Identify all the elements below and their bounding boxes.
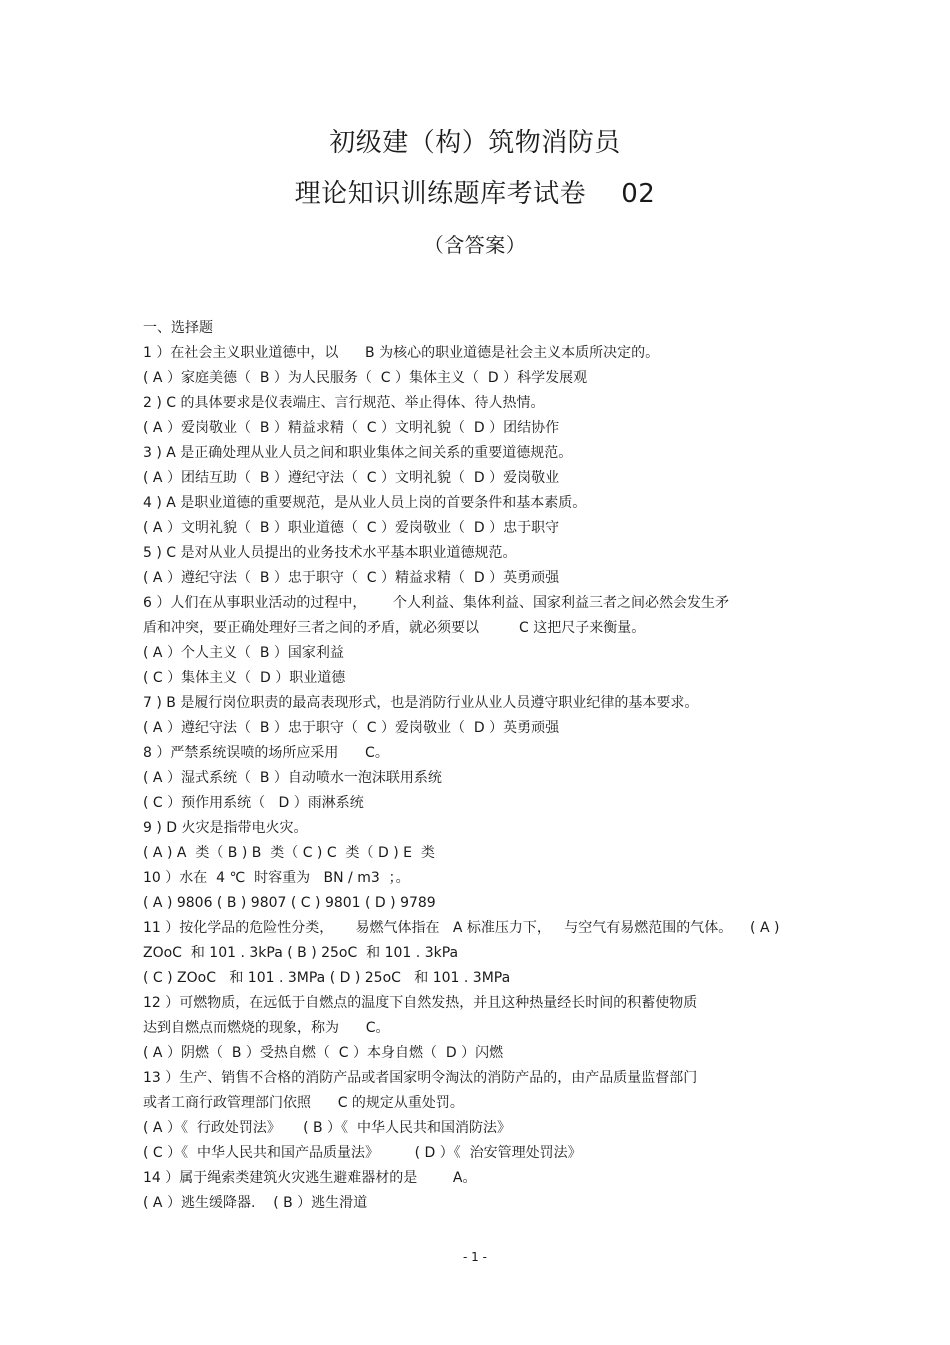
text-line: 6 ）人们在从事职业活动的过程中， 个人利益、集体利益、国家利益三者之间必然会发生矛 — [143, 595, 730, 611]
text-line: 3 ) A 是正确处理从业人员之间和职业集体之间关系的重要道德规范。 — [143, 445, 573, 461]
text-line: ( A ）文明礼貌（ B ）职业道德（ C ）爱岗敬业（ D ）忠于职守 — [143, 520, 560, 536]
text-line: 1 ）在社会主义职业道德中，以 B 为核心的职业道德是社会主义本质所决定的。 — [143, 345, 660, 361]
text-line: ( A ) A 类（ B ) B 类（ C ) C 类（ D ) E 类 — [143, 845, 435, 861]
text-line: 12 ）可燃物质，在远低于自燃点的温度下自然发热，并且这种热量经长时间的积蓄使物质 — [143, 995, 698, 1011]
text-line: ZOoC 和 101 . 3kPa ( B ) 25oC 和 101 . 3kPa — [143, 945, 459, 961]
text-line: ( C ）预作用系统（ D ）雨淋系统 — [143, 795, 364, 811]
text-line: ( A ）个人主义（ B ）国家利益 — [143, 645, 344, 661]
question-list — [143, 316, 823, 1216]
text-line: 10 ）水在 4 ℃ 时容重为 BN / m3 ；。 — [143, 870, 410, 886]
document-title-line2: 理论知识训练题库考试卷 02 — [294, 179, 656, 209]
text-line: ( A ）逃生缓降器. ( B ）逃生滑道 — [143, 1195, 368, 1211]
text-line: 7 ) B 是履行岗位职责的最高表现形式，也是消防行业从业人员遵守职业纪律的基本要求。 — [143, 695, 699, 711]
text-line: ( A ）湿式系统（ B ）自动喷水一泡沫联用系统 — [143, 770, 442, 786]
page-number: - 1 - — [463, 1250, 487, 1264]
text-line: 盾和冲突，要正确处理好三者之间的矛盾，就必须要以 C 这把尺子来衡量。 — [143, 620, 646, 636]
text-line: ( A ）遵纪守法（ B ）忠于职守（ C ）爱岗敬业（ D ）英勇顽强 — [143, 720, 560, 736]
text-line: 2 ) C 的具体要求是仪表端庄、言行规范、举止得体、待人热情。 — [143, 395, 545, 411]
text-line: 9 ) D 火灾是指带电火灾。 — [143, 820, 308, 836]
text-line: ( C ) ZOoC 和 101 . 3MPa ( D ) 25oC 和 101 . 3MPa — [143, 970, 511, 986]
text-line: 13 ）生产、销售不合格的消防产品或者国家明令淘汰的消防产品的，由产品质量监督部门 — [143, 1070, 698, 1086]
text-line: ( C ）集体主义（ D ）职业道德 — [143, 670, 346, 686]
text-line: ( A ）家庭美德（ B ）为人民服务（ C ）集体主义（ D ）科学发展观 — [143, 370, 588, 386]
document-title-line1: 初级建（构）筑物消防员 — [329, 128, 621, 158]
text-line: ( A ）遵纪守法（ B ）忠于职守（ C ）精益求精（ D ）英勇顽强 — [143, 570, 560, 586]
text-line: ( C ）《 中华人民共和国产品质量法》 ( D ）《 治安管理处罚法》 — [143, 1145, 582, 1161]
section-heading: 一、选择题 — [143, 320, 213, 336]
text-line: 8 ）严禁系统误喷的场所应采用 C。 — [143, 745, 389, 761]
text-line: ( A ）阴燃（ B ）受热自燃（ C ）本身自燃（ D ）闪燃 — [143, 1045, 504, 1061]
text-line: 或者工商行政管理部门依照 C 的规定从重处罚。 — [143, 1095, 464, 1111]
text-line: 达到自燃点而燃烧的现象，称为 C。 — [143, 1020, 390, 1036]
text-line: 4 ) A 是职业道德的重要规范，是从业人员上岗的首要条件和基本素质。 — [143, 495, 587, 511]
text-line: 11 ）按化学品的危险性分类， 易燃气体指在 A 标准压力下， 与空气有易燃范围的气体。 ( A ) — [143, 920, 780, 936]
document-subtitle: （含答案） — [423, 233, 527, 257]
text-line: ( A ）爱岗敬业（ B ）精益求精（ C ）文明礼貌（ D ）团结协作 — [143, 420, 560, 436]
text-line: ( A ）团结互助（ B ）遵纪守法（ C ）文明礼貌（ D ）爱岗敬业 — [143, 470, 560, 486]
text-line: ( A ) 9806 ( B ) 9807 ( C ) 9801 ( D ) 9789 — [143, 895, 436, 911]
text-line: ( A ）《 行政处罚法》 ( B ）《 中华人民共和国消防法》 — [143, 1120, 511, 1136]
text-line: 5 ) C 是对从业人员提出的业务技术水平基本职业道德规范。 — [143, 545, 517, 561]
text-line: 14 ）属于绳索类建筑火灾逃生避难器材的是 A。 — [143, 1170, 477, 1186]
